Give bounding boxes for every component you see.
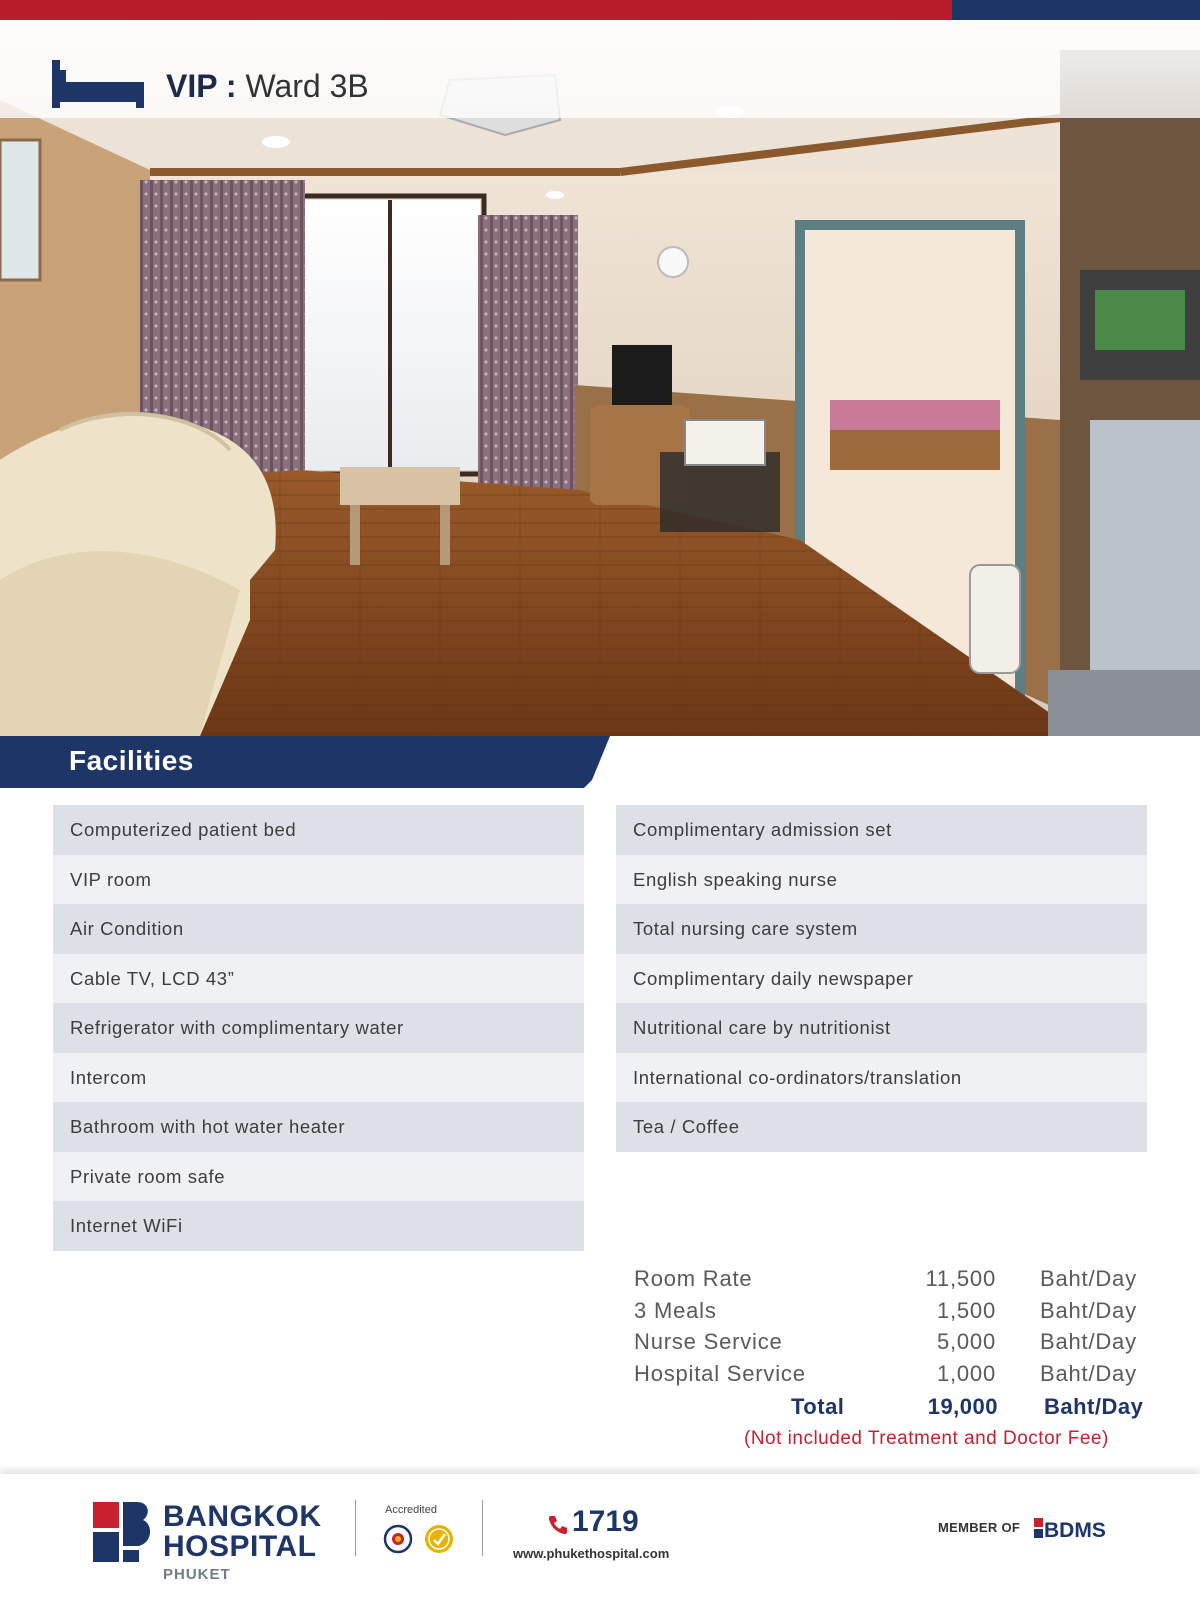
member-of-label: MEMBER OF xyxy=(938,1520,1021,1535)
bdms-logo-icon xyxy=(1034,1516,1114,1540)
list-item: English speaking nurse xyxy=(616,855,1147,905)
bangkok-hospital-logo-icon xyxy=(93,1502,153,1562)
footer-divider xyxy=(355,1500,356,1556)
website-link[interactable]: www.phukethospital.com xyxy=(513,1546,670,1561)
list-item: Nutritional care by nutritionist xyxy=(616,1003,1147,1053)
brand-location: PHUKET xyxy=(163,1566,231,1583)
top-bar-red xyxy=(0,0,952,20)
rate-label: Hospital Service xyxy=(634,1360,806,1386)
room-photo xyxy=(0,20,1200,736)
brand-name-line1: BANGKOK xyxy=(163,1500,322,1533)
room-illustration xyxy=(0,20,1200,736)
rate-amount: 1,000 xyxy=(936,1360,996,1386)
title-ward: Ward 3B xyxy=(245,68,369,104)
footer xyxy=(0,1474,1200,1600)
total-row xyxy=(634,1392,1164,1426)
list-item: VIP room xyxy=(53,855,584,905)
rate-unit: Baht/Day xyxy=(1040,1266,1137,1291)
jci-gold-seal-icon xyxy=(424,1524,454,1554)
facilities-list-left xyxy=(53,805,584,1251)
rate-unit: Baht/Day xyxy=(1040,1360,1137,1386)
rate-label: Nurse Service xyxy=(634,1329,783,1354)
list-item: Bathroom with hot water heater xyxy=(53,1102,584,1152)
rate-amount: 11,500 xyxy=(925,1266,996,1291)
rate-amount: 1,500 xyxy=(936,1297,996,1323)
rate-row xyxy=(634,1266,1164,1298)
list-item: Complimentary daily newspaper xyxy=(616,954,1147,1004)
page-title xyxy=(166,68,369,105)
total-unit: Baht/Day xyxy=(1044,1394,1144,1419)
list-item: Internet WiFi xyxy=(53,1201,584,1251)
top-color-bar xyxy=(0,0,1200,20)
footer-divider xyxy=(482,1500,483,1556)
list-item: Cable TV, LCD 43” xyxy=(53,954,584,1004)
top-bar-blue xyxy=(952,0,1200,20)
rate-note: (Not included Treatment and Doctor Fee) xyxy=(744,1428,1109,1449)
title-prefix: VIP : xyxy=(166,68,237,104)
rate-amount: 5,000 xyxy=(936,1329,996,1354)
list-item: Refrigerator with complimentary water xyxy=(53,1003,584,1053)
rate-row xyxy=(634,1298,1164,1330)
facilities-heading: Facilities xyxy=(69,745,194,776)
rate-unit: Baht/Day xyxy=(1040,1297,1137,1323)
accredited-label: Accredited xyxy=(385,1504,437,1516)
total-amount: 19,000 xyxy=(927,1394,998,1419)
list-item: Private room safe xyxy=(53,1152,584,1202)
rate-unit: Baht/Day xyxy=(1040,1329,1137,1354)
list-item: Intercom xyxy=(53,1053,584,1103)
title-strip xyxy=(0,20,1200,118)
brand-name-line2: HOSPITAL xyxy=(163,1530,317,1563)
rate-label: Room Rate xyxy=(634,1266,753,1291)
list-item: Total nursing care system xyxy=(616,904,1147,954)
bed-icon xyxy=(48,58,148,110)
facilities-list-right xyxy=(616,805,1147,1152)
total-label: Total xyxy=(791,1394,845,1419)
list-item: Computerized patient bed xyxy=(53,805,584,855)
rate-row xyxy=(634,1329,1164,1361)
rate-table xyxy=(634,1266,1164,1426)
accreditation-badge-icon xyxy=(383,1524,413,1554)
bdms-text: BDMS xyxy=(1044,1519,1106,1540)
rate-label: 3 Meals xyxy=(634,1297,717,1323)
phone-number[interactable]: 1719 xyxy=(572,1505,639,1538)
list-item: Complimentary admission set xyxy=(616,805,1147,855)
list-item: Tea / Coffee xyxy=(616,1102,1147,1152)
list-item: Air Condition xyxy=(53,904,584,954)
list-item: International co-ordinators/translation xyxy=(616,1053,1147,1103)
rate-row xyxy=(634,1361,1164,1393)
phone-icon xyxy=(547,1514,569,1536)
